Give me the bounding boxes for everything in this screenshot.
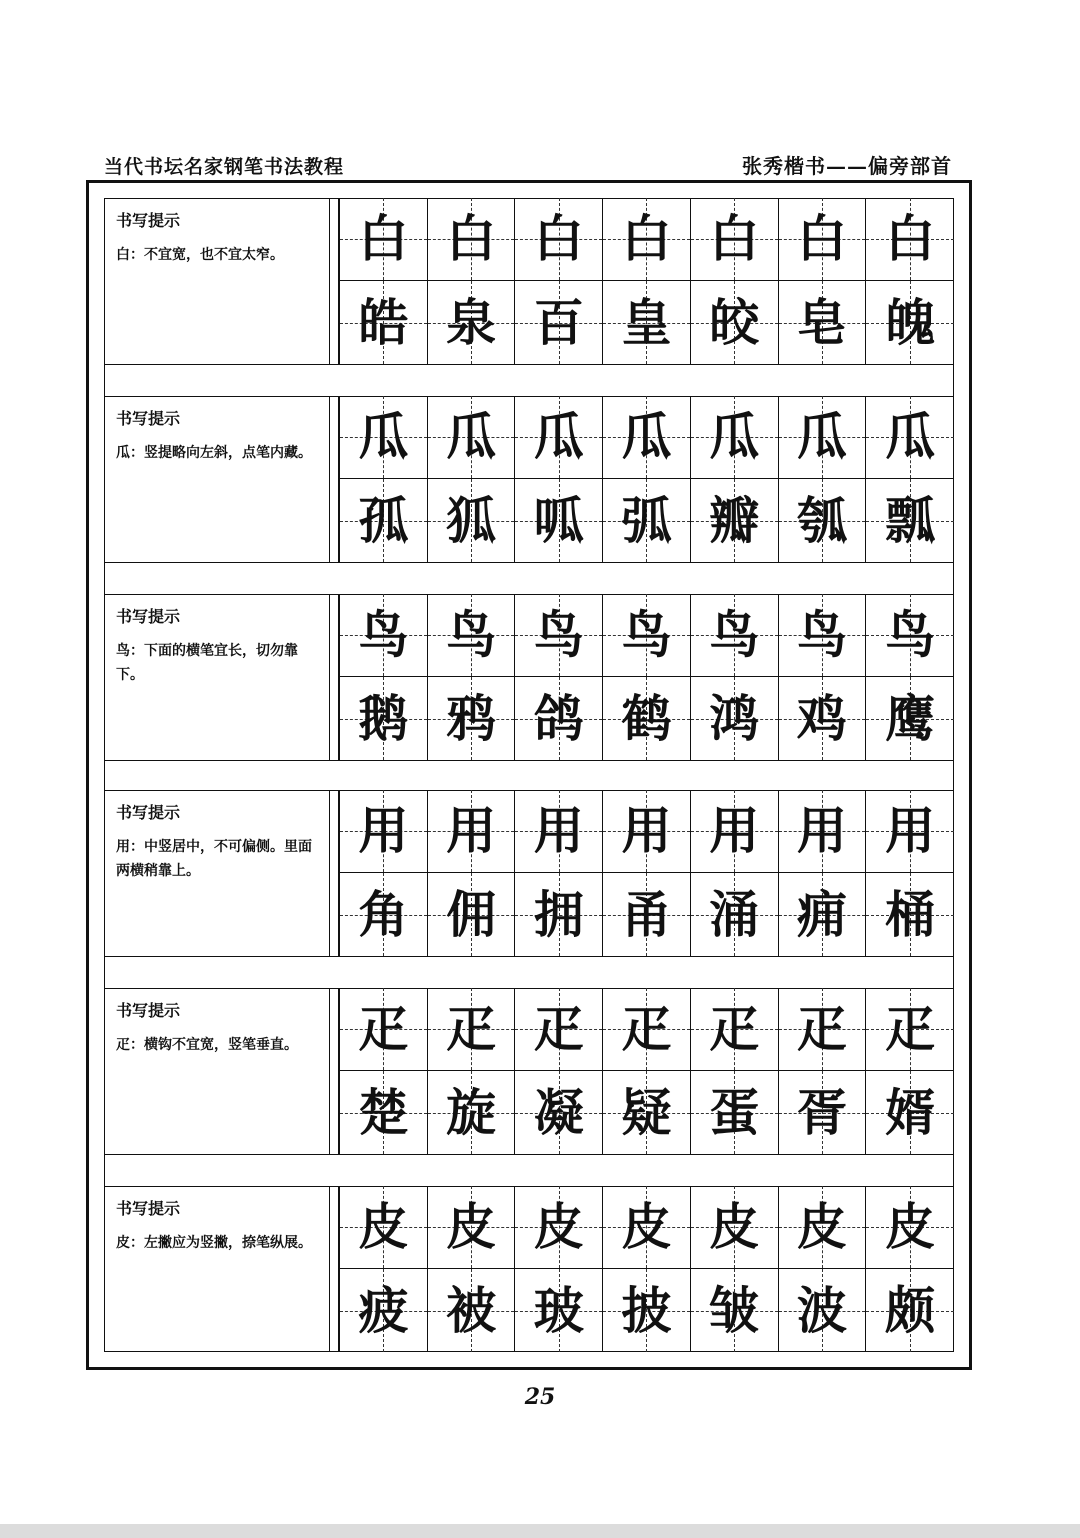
grid-cell [515,677,603,760]
example-char: 鹰 [885,688,936,748]
grid-cell [515,479,603,562]
hint-title: 书写提示 [116,607,181,626]
section-divider [104,562,954,563]
radical-char: 皮 [796,1197,847,1256]
radical-char: 用 [533,801,584,860]
hint-title: 书写提示 [116,409,181,428]
grid-cell [340,1186,428,1269]
grid-cell [866,1269,954,1352]
example-char: 疲 [358,1280,409,1340]
character-grid [338,198,954,364]
grid-cell [691,988,779,1071]
radical-char: 用 [446,801,497,860]
section-divider [104,760,954,761]
example-char: 瓢 [885,490,936,550]
grid-cell [340,873,428,956]
grid-cell [866,198,954,281]
radical-char: 瓜 [885,407,936,466]
grid-cell [866,594,954,677]
grid-cell [779,790,867,873]
writing-hint-box [104,988,330,1154]
example-char: 皇 [621,292,672,352]
grid-cell [603,198,691,281]
radical-char: 疋 [885,999,936,1058]
example-char: 魄 [885,292,936,352]
radical-char: 用 [709,801,760,860]
example-char: 佣 [446,884,497,944]
hint-text: 皮：左撇应为竖撇，捺笔纵展。 [116,1235,312,1251]
radical-char: 白 [533,209,584,268]
grid-cell [515,1269,603,1352]
hint-title: 书写提示 [116,803,181,822]
example-char: 鸦 [446,688,497,748]
radical-char: 用 [796,801,847,860]
grid-cell [515,873,603,956]
inner-frame [104,198,954,1352]
grid-cell [779,988,867,1071]
radical-char: 鸟 [885,605,936,664]
grid-cell [779,396,867,479]
radical-char: 鸟 [709,605,760,664]
hint-title: 书写提示 [116,1199,181,1218]
character-grid [338,790,954,956]
grid-cell [779,198,867,281]
radical-char: 白 [885,209,936,268]
grid-cell [428,198,516,281]
grid-cell [691,1071,779,1154]
grid-cell [866,873,954,956]
radical-char: 疋 [621,999,672,1058]
radical-char: 瓜 [621,407,672,466]
grid-cell [428,1269,516,1352]
section-divider [104,364,954,365]
radical-char: 瓜 [533,407,584,466]
radical-char: 瓜 [709,407,760,466]
example-char: 披 [621,1280,672,1340]
radical-char: 鸟 [358,605,409,664]
grid-cell [603,988,691,1071]
example-char: 颇 [885,1280,936,1340]
section-divider [104,956,954,957]
grid-cell [866,479,954,562]
character-grid [338,594,954,760]
radical-char: 鸟 [533,605,584,664]
grid-cell [779,281,867,364]
grid-cell [691,396,779,479]
grid-cell [779,1269,867,1352]
radical-char: 皮 [709,1197,760,1256]
example-char: 狐 [446,490,497,550]
writing-hint-box [104,198,330,364]
grid-cell [866,988,954,1071]
grid-cell [340,1269,428,1352]
radical-char: 用 [885,801,936,860]
radical-char: 白 [621,209,672,268]
page-number: 25 [524,1384,556,1410]
hint-title: 书写提示 [116,1001,181,1020]
example-char: 皱 [709,1280,760,1340]
header-chapter-title: 张秀楷书——偏旁部首 [742,154,952,178]
grid-cell [428,1186,516,1269]
grid-cell [603,873,691,956]
character-grid [338,1186,954,1352]
grid-cell [428,1071,516,1154]
grid-cell [779,1186,867,1269]
radical-char: 疋 [533,999,584,1058]
hint-title: 书写提示 [116,211,181,230]
grid-cell [515,1186,603,1269]
radical-char: 疋 [709,999,760,1058]
grid-cell [428,790,516,873]
radical-char: 皮 [621,1197,672,1256]
example-char: 甬 [621,884,672,944]
radical-char: 皮 [533,1197,584,1256]
grid-cell [428,873,516,956]
grid-cell [603,677,691,760]
example-char: 瓠 [796,490,847,550]
grid-cell [779,1071,867,1154]
example-char: 婿 [885,1082,936,1142]
example-char: 瓣 [709,490,760,550]
radical-char: 鸟 [796,605,847,664]
example-char: 楚 [358,1082,409,1142]
grid-cell [515,1071,603,1154]
grid-cell [866,1186,954,1269]
grid-cell [340,988,428,1071]
grid-cell [866,1071,954,1154]
example-char: 鹅 [358,688,409,748]
grid-cell [603,396,691,479]
example-char: 旋 [446,1082,497,1142]
hint-text: 用：中竖居中，不可偏侧。里面两横稍靠上。 [116,839,312,879]
grid-cell [515,790,603,873]
grid-cell [691,594,779,677]
grid-cell [515,988,603,1071]
example-char: 弧 [621,490,672,550]
grid-cell [340,281,428,364]
example-char: 皎 [709,292,760,352]
grid-cell [603,1269,691,1352]
radical-char: 白 [446,209,497,268]
grid-cell [428,281,516,364]
example-char: 鸿 [709,688,760,748]
grid-cell [340,396,428,479]
radical-char: 白 [796,209,847,268]
practice-section [104,988,954,1154]
grid-cell [340,594,428,677]
practice-section [104,396,954,562]
grid-cell [340,677,428,760]
practice-section [104,1186,954,1352]
grid-cell [691,677,779,760]
practice-section [104,198,954,364]
grid-cell [340,790,428,873]
example-char: 角 [358,884,409,944]
bottom-scan-edge [0,1524,1080,1538]
grid-cell [428,677,516,760]
hint-text: 白：不宜宽，也不宜太窄。 [116,247,284,263]
radical-char: 疋 [358,999,409,1058]
radical-char: 瓜 [358,407,409,466]
character-grid [338,988,954,1154]
grid-cell [340,479,428,562]
radical-char: 瓜 [796,407,847,466]
radical-char: 皮 [358,1197,409,1256]
example-char: 被 [446,1280,497,1340]
grid-cell [603,281,691,364]
radical-char: 疋 [796,999,847,1058]
radical-char: 鸟 [446,605,497,664]
grid-cell [691,198,779,281]
grid-cell [691,1186,779,1269]
example-char: 孤 [358,490,409,550]
example-char: 波 [796,1280,847,1340]
grid-cell [515,594,603,677]
character-grid [338,396,954,562]
header-book-title: 当代书坛名家钢笔书法教程 [104,156,345,178]
radical-char: 疋 [446,999,497,1058]
grid-cell [428,479,516,562]
radical-char: 鸟 [621,605,672,664]
example-char: 皂 [796,292,847,352]
example-char: 桶 [885,884,936,944]
grid-cell [866,396,954,479]
example-char: 疑 [621,1082,672,1142]
writing-hint-box [104,790,330,956]
grid-cell [779,594,867,677]
writing-hint-box [104,594,330,760]
example-char: 蛋 [709,1082,760,1142]
practice-section [104,790,954,956]
grid-cell [428,594,516,677]
example-char: 呱 [533,490,584,550]
grid-cell [691,479,779,562]
hint-text: 疋：横钩不宜宽，竖笔垂直。 [116,1037,298,1053]
grid-cell [866,790,954,873]
example-char: 鸽 [533,688,584,748]
radical-char: 用 [621,801,672,860]
grid-cell [866,677,954,760]
example-char: 鸡 [796,688,847,748]
hint-text: 瓜：竖提略向左斜，点笔内藏。 [116,445,312,461]
radical-char: 皮 [885,1197,936,1256]
grid-cell [603,790,691,873]
practice-section [104,594,954,760]
example-char: 凝 [533,1082,584,1142]
radical-char: 白 [709,209,760,268]
grid-cell [340,1071,428,1154]
example-char: 皓 [358,292,409,352]
grid-cell [515,281,603,364]
writing-hint-box [104,1186,330,1352]
grid-cell [340,198,428,281]
grid-cell [515,198,603,281]
example-char: 痈 [796,884,847,944]
grid-cell [779,873,867,956]
grid-cell [691,1269,779,1352]
radical-char: 白 [358,209,409,268]
grid-cell [691,873,779,956]
grid-cell [603,479,691,562]
radical-char: 用 [358,801,409,860]
example-char: 泉 [446,292,497,352]
section-divider [104,1154,954,1155]
grid-cell [515,396,603,479]
grid-cell [691,281,779,364]
grid-cell [603,1186,691,1269]
example-char: 百 [533,292,584,352]
example-char: 涌 [709,884,760,944]
example-char: 拥 [533,884,584,944]
example-char: 鹤 [621,688,672,748]
grid-cell [779,479,867,562]
radical-char: 皮 [446,1197,497,1256]
grid-cell [603,1071,691,1154]
grid-cell [779,677,867,760]
grid-cell [691,790,779,873]
grid-cell [428,396,516,479]
grid-cell [428,988,516,1071]
radical-char: 瓜 [446,407,497,466]
example-char: 玻 [533,1280,584,1340]
example-char: 胥 [796,1082,847,1142]
grid-cell [603,594,691,677]
grid-cell [866,281,954,364]
hint-text: 鸟：下面的横笔宜长，切勿靠下。 [116,643,298,683]
writing-hint-box [104,396,330,562]
